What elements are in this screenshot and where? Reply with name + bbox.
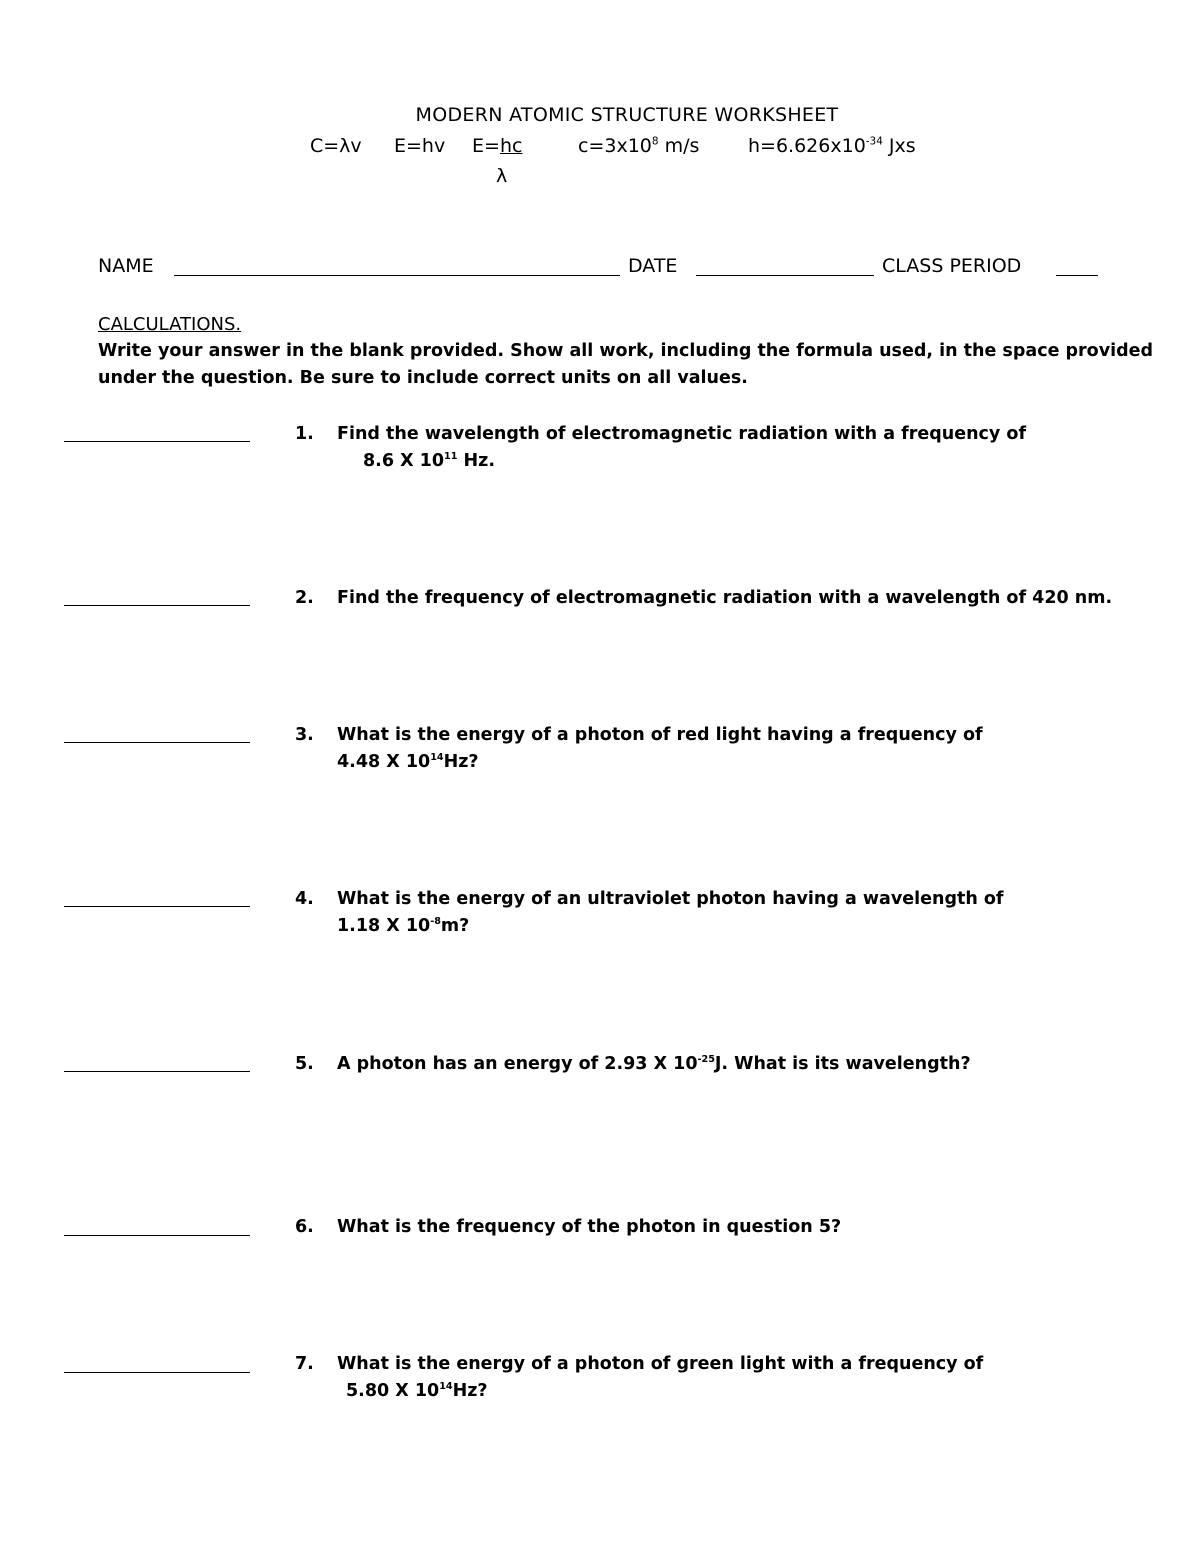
- answer-blank-5[interactable]: [64, 1071, 250, 1072]
- speed-of-light-unit: m/s: [658, 135, 700, 157]
- question-text: Find the frequency of electromagnetic radiation with a wavelength of 420 nm.: [337, 588, 1113, 608]
- question-value: [337, 752, 479, 772]
- value-exponent: -8: [430, 916, 441, 928]
- name-blank[interactable]: [174, 275, 620, 276]
- answer-blank-6[interactable]: [64, 1235, 250, 1236]
- class-period-blank[interactable]: [1056, 275, 1098, 276]
- question-number: 4.: [295, 889, 314, 909]
- instructions-line-1: Write your answer in the blank provided. Show all work, including the formula used, in the space provided: [98, 341, 1154, 361]
- question-text: What is the energy of a photon of green light with a frequency of: [337, 1354, 984, 1374]
- question-text: [337, 1054, 971, 1074]
- question-number: 7.: [295, 1354, 314, 1374]
- value-unit: Hz?: [452, 1381, 488, 1401]
- planck-exponent: -34: [865, 135, 883, 148]
- answer-blank-7[interactable]: [64, 1372, 250, 1373]
- speed-of-light-constant: [578, 135, 699, 157]
- answer-blank-4[interactable]: [64, 906, 250, 907]
- question-value: [363, 451, 495, 471]
- worksheet-title: MODERN ATOMIC STRUCTURE WORKSHEET: [415, 104, 839, 126]
- question-text: What is the frequency of the photon in question 5?: [337, 1217, 842, 1237]
- formula-prefix: E=: [472, 135, 500, 157]
- question-text: Find the wavelength of electromagnetic radiation with a frequency of: [337, 424, 1027, 444]
- question-text: What is the energy of an ultraviolet photon having a wavelength of: [337, 889, 1004, 909]
- text-after-exponent: J. What is its wavelength?: [714, 1054, 971, 1074]
- class-period-label: CLASS PERIOD: [882, 255, 1022, 277]
- instructions-line-2: under the question. Be sure to include correct units on all values.: [98, 368, 748, 388]
- value-base: 4.48 X 10: [337, 752, 431, 772]
- planck-base: h=6.626x10: [748, 135, 866, 157]
- value-exponent: 14: [430, 752, 444, 764]
- value-base: 1.18 X 10: [337, 916, 431, 936]
- value-exponent: 14: [439, 1381, 453, 1393]
- formula-photon-energy: E=hv: [394, 135, 446, 157]
- question-number: 1.: [295, 424, 314, 444]
- question-number: 6.: [295, 1217, 314, 1237]
- value-exponent: -25: [697, 1054, 715, 1066]
- question-value: [346, 1381, 488, 1401]
- answer-blank-2[interactable]: [64, 605, 250, 606]
- value-unit: Hz.: [457, 451, 495, 471]
- answer-blank-3[interactable]: [64, 742, 250, 743]
- planck-constant: [748, 135, 916, 157]
- answer-blank-1[interactable]: [64, 441, 250, 442]
- value-exponent: 11: [444, 451, 458, 463]
- text-before-exponent: A photon has an energy of 2.93 X 10: [337, 1054, 698, 1074]
- question-text: What is the energy of a photon of red light having a frequency of: [337, 725, 983, 745]
- formula-energy-wavelength: [472, 135, 522, 157]
- value-base: 5.80 X 10: [346, 1381, 440, 1401]
- formula-denominator: λ: [496, 165, 508, 187]
- section-heading: CALCULATIONS.: [98, 314, 242, 335]
- value-unit: m?: [440, 916, 470, 936]
- formula-numerator: hc: [499, 135, 523, 157]
- speed-of-light-exponent: 8: [651, 135, 659, 148]
- speed-of-light-base: c=3x10: [578, 135, 652, 157]
- value-base: 8.6 X 10: [363, 451, 445, 471]
- question-number: 5.: [295, 1054, 314, 1074]
- planck-unit: Jxs: [882, 135, 916, 157]
- formula-wave-speed: C=λv: [310, 135, 362, 157]
- question-number: 3.: [295, 725, 314, 745]
- date-label: DATE: [628, 255, 678, 277]
- date-blank[interactable]: [696, 275, 874, 276]
- value-unit: Hz?: [443, 752, 479, 772]
- question-number: 2.: [295, 588, 314, 608]
- question-value: [337, 916, 469, 936]
- name-label: NAME: [98, 255, 154, 277]
